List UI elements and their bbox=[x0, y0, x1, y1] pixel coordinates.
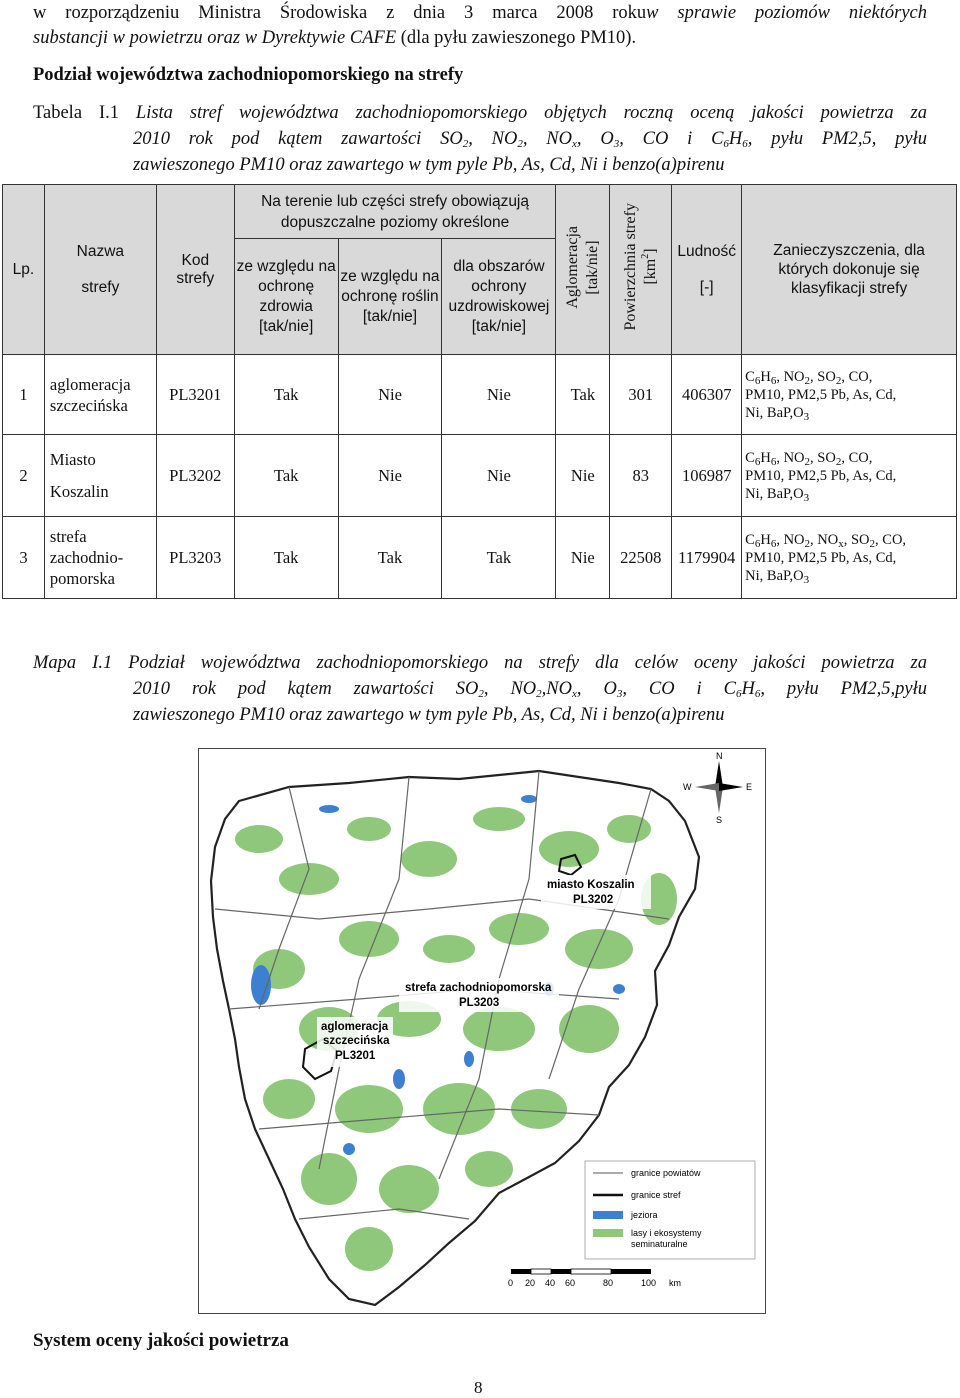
cell-pow: 83 bbox=[610, 435, 672, 517]
svg-text:80: 80 bbox=[603, 1278, 614, 1288]
header-aglomeracja: Aglomeracja [tak/nie] bbox=[556, 185, 610, 355]
header-kod: Kod strefy bbox=[156, 185, 234, 355]
svg-text:jeziora: jeziora bbox=[631, 1210, 658, 1220]
header-zdrowia: ze względu na ochronę zdrowia [tak/nie] bbox=[234, 239, 338, 355]
cell-kod: PL3202 bbox=[156, 435, 234, 517]
cell-aglom: Tak bbox=[556, 355, 610, 435]
header-uzdrowisk: dla obszarów ochrony uzdrowiskowej [tak/nie] bbox=[442, 239, 556, 355]
cell-name: strefa zachodnio- pomorska bbox=[44, 517, 156, 599]
cell-ludnosc: 106987 bbox=[672, 435, 742, 517]
table-row bbox=[3, 435, 957, 517]
svg-text:20: 20 bbox=[525, 1278, 536, 1288]
table-caption-line-1 bbox=[33, 100, 927, 126]
map-caption-line-2: 2010 rok pod kątem zawartości $SO_2$, $NO_2,NO_x$, $O_3$, CO i $C_6H_6$, pyłu PM2,5,pyłu bbox=[133, 679, 927, 700]
section-heading-podzial: Podział województwa zachodniopomorskiego na strefy bbox=[33, 65, 464, 85]
cell-name: aglomeracja szczecińska bbox=[44, 355, 156, 435]
table-caption-line-3: zawieszonego PM10 oraz zawartego w tym pyle Pb, As, Cd, Ni i benzo(a)pirenu bbox=[133, 155, 725, 175]
map-caption-text: Podział województwa zachodniopomorskiego na strefy dla celów oceny jakości powietrza za bbox=[128, 653, 928, 673]
cell-uzdrow: Nie bbox=[442, 435, 556, 517]
svg-text:granice powiatów: granice powiatów bbox=[631, 1168, 701, 1178]
svg-text:granice stref: granice stref bbox=[631, 1190, 681, 1200]
svg-text:N: N bbox=[716, 751, 723, 761]
svg-text:seminaturalne: seminaturalne bbox=[631, 1239, 688, 1249]
header-ludnosc: Ludność [-] bbox=[672, 185, 742, 355]
intro-line-1 bbox=[33, 2, 927, 25]
section-heading-system: System oceny jakości powietrza bbox=[33, 1330, 289, 1351]
table-caption-text: Lista stref województwa zachodniopomorskiego objętych roczną oceną jakości powietrza za bbox=[135, 103, 927, 123]
compass-icon bbox=[683, 751, 752, 825]
cell-uzdrow: Tak bbox=[442, 517, 556, 599]
intro-italic-2: substancji w powietrzu oraz w Dyrektywie CAFE bbox=[33, 28, 397, 48]
cell-lp: 1 bbox=[3, 355, 45, 435]
cell-ludnosc: 1179904 bbox=[672, 517, 742, 599]
cell-roslin: Tak bbox=[338, 517, 442, 599]
svg-text:0: 0 bbox=[508, 1278, 514, 1288]
svg-text:km: km bbox=[669, 1278, 681, 1288]
cell-lp: 2 bbox=[3, 435, 45, 517]
label-strefa: strefa zachodniopomorska bbox=[405, 982, 552, 994]
cell-pow: 22508 bbox=[610, 517, 672, 599]
intro-text: w rozporządzeniu Ministra Środowiska z dnia 3 marca 2008 roku bbox=[33, 3, 647, 23]
header-lp: Lp. bbox=[3, 185, 45, 355]
scale-bar bbox=[508, 1269, 681, 1288]
cell-zdrowia: Tak bbox=[234, 355, 338, 435]
cell-aglom: Nie bbox=[556, 517, 610, 599]
intro-tail: (dla pyłu zawieszonego PM10). bbox=[400, 28, 637, 48]
map-caption-line-3: zawieszonego PM10 oraz zawartego w tym pyle Pb, As, Cd, Ni i benzo(a)pirenu bbox=[133, 705, 725, 725]
cell-ludnosc: 406307 bbox=[672, 355, 742, 435]
header-zanieczyszczenia: Zanieczyszczenia, dla których dokonuje się klasyfikacji strefy bbox=[742, 185, 957, 355]
label-strefa-code: PL3203 bbox=[459, 997, 500, 1009]
map-caption-prefix: Mapa I.1 bbox=[33, 653, 113, 673]
cell-kod: PL3201 bbox=[156, 355, 234, 435]
label-koszalin: miasto Koszalin bbox=[547, 879, 635, 891]
intro-line-2 bbox=[33, 27, 927, 50]
cell-pollutants: $C_6H_6$, $NO_2$, $SO_2$, CO, PM10, PM2,5 Pb, As, Cd, Ni, $BaP,O_3$ bbox=[742, 435, 957, 517]
cell-roslin: Nie bbox=[338, 355, 442, 435]
svg-text:E: E bbox=[746, 782, 753, 792]
zones-table bbox=[2, 184, 957, 599]
map-legend bbox=[585, 1161, 755, 1259]
svg-text:60: 60 bbox=[565, 1278, 576, 1288]
cell-uzdrow: Nie bbox=[442, 355, 556, 435]
svg-text:lasy i ekosystemy: lasy i ekosystemy bbox=[631, 1228, 702, 1238]
header-nazwa: Nazwa strefy bbox=[44, 185, 156, 355]
header-roslin: ze względu na ochronę roślin [tak/nie] bbox=[338, 239, 442, 355]
label-koszalin-code: PL3202 bbox=[573, 894, 614, 906]
table-caption-prefix: Tabela I.1 bbox=[33, 103, 119, 123]
cell-roslin: Nie bbox=[338, 435, 442, 517]
cell-zdrowia: Tak bbox=[234, 435, 338, 517]
header-group: Na terenie lub części strefy obowiązują dopuszczalne poziomy określone bbox=[234, 185, 556, 239]
cell-name: Miasto Koszalin bbox=[44, 435, 156, 517]
svg-text:W: W bbox=[683, 782, 692, 792]
page-number: 8 bbox=[474, 1378, 483, 1397]
table-row bbox=[3, 517, 957, 599]
cell-zdrowia: Tak bbox=[234, 517, 338, 599]
header-powierzchnia: Powierzchnia strefy $[km^2]$ bbox=[610, 185, 672, 355]
intro-italic: w sprawie poziomów niektórych bbox=[646, 3, 927, 23]
svg-text:S: S bbox=[716, 815, 723, 825]
map-svg bbox=[199, 749, 765, 1313]
label-szczecinska: szczecińska bbox=[323, 1035, 390, 1047]
table-row bbox=[3, 355, 957, 435]
svg-text:40: 40 bbox=[545, 1278, 556, 1288]
cell-pollutants: $C_6H_6$, $NO_2$, $NO_x$, $SO_2$, CO, PM10, PM2,5 Pb, As, Cd, Ni, $BaP,O_3$ bbox=[742, 517, 957, 599]
cell-pollutants: $C_6H_6$, $NO_2$, $SO_2$, CO, PM10, PM2,5 Pb, As, Cd, Ni, $BaP,O_3$ bbox=[742, 355, 957, 435]
label-aglomeracja: aglomeracja bbox=[321, 1021, 389, 1033]
zones-map bbox=[198, 748, 766, 1314]
cell-lp: 3 bbox=[3, 517, 45, 599]
map-caption-line-1 bbox=[33, 650, 927, 676]
cell-kod: PL3203 bbox=[156, 517, 234, 599]
cell-pow: 301 bbox=[610, 355, 672, 435]
cell-aglom: Nie bbox=[556, 435, 610, 517]
svg-text:100: 100 bbox=[641, 1278, 657, 1288]
table-caption-line-2: 2010 rok pod kątem zawartości $SO_2$, $NO_2$, $NO_x$, $O_3$, CO i $C_6H_6$, pyłu PM2,5, pyłu bbox=[133, 129, 928, 150]
label-aglom-code: PL3201 bbox=[335, 1050, 376, 1062]
